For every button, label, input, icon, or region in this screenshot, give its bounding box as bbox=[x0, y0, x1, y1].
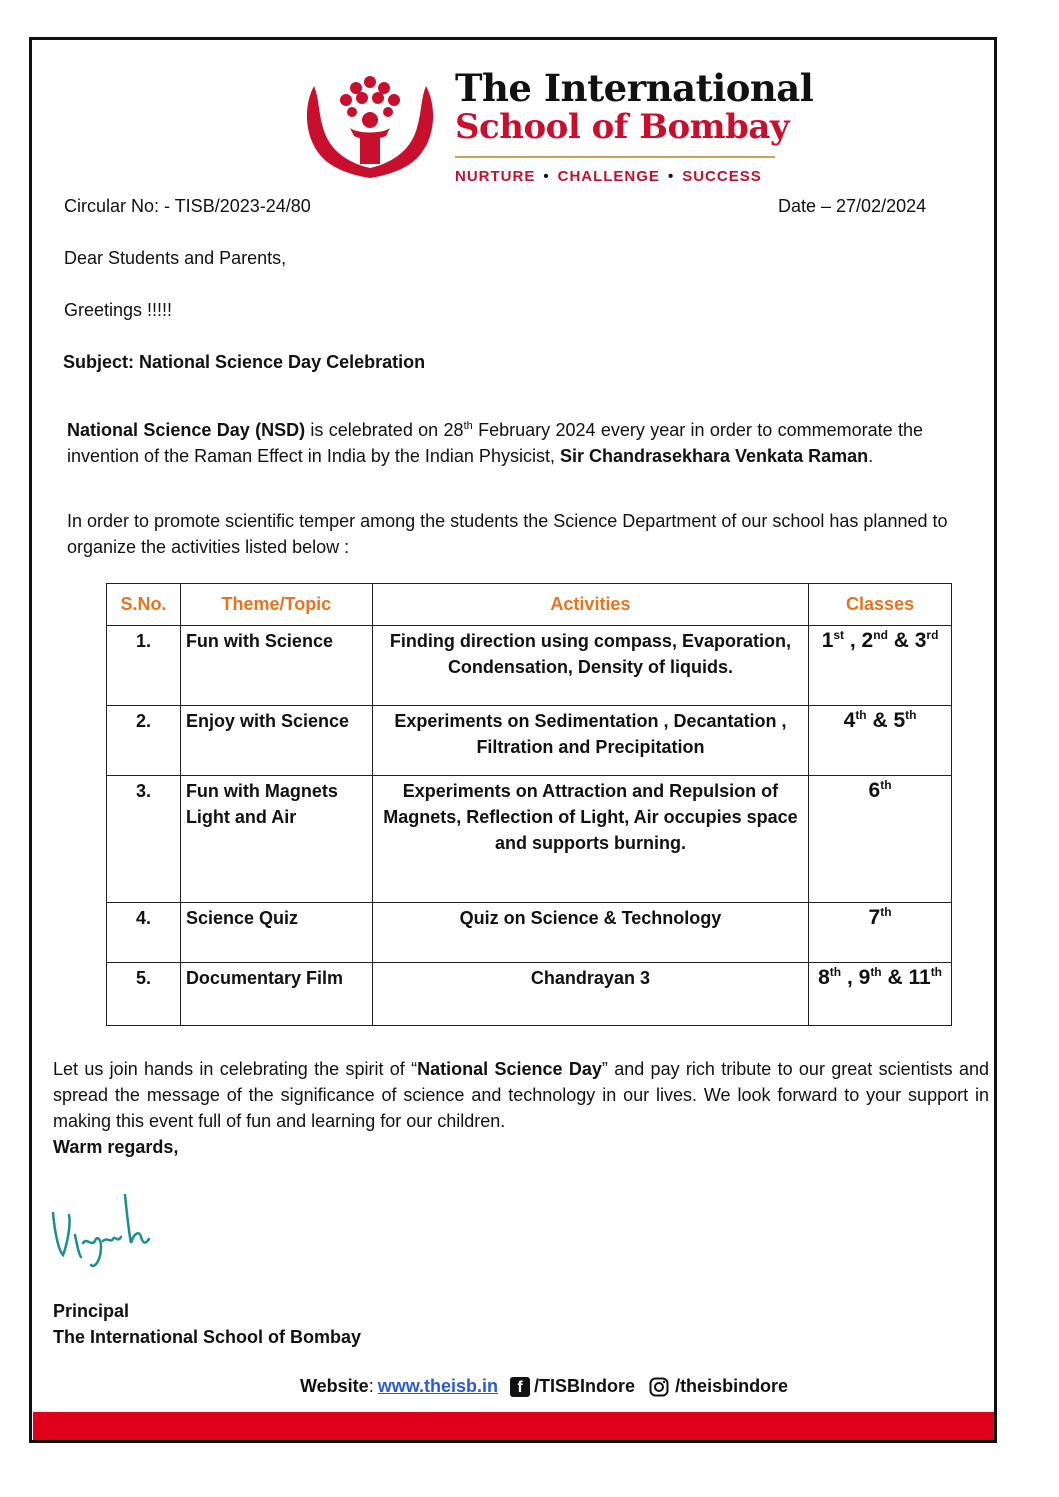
cell-classes: 1st , 2nd & 3rd bbox=[809, 626, 952, 706]
subject-line: Subject: National Science Day Celebration bbox=[63, 352, 426, 372]
website-link[interactable]: www.theisb.in bbox=[377, 1376, 499, 1396]
cell-sno: 1. bbox=[107, 626, 181, 706]
cell-theme: Documentary Film bbox=[180, 963, 372, 1026]
activities-table bbox=[106, 583, 952, 1026]
circular-number: Circular No: - TISB/2023-24/80 bbox=[64, 196, 311, 216]
cell-sno: 3. bbox=[107, 776, 181, 903]
cell-activity: Finding direction using compass, Evaporation, Condensation, Density of liquids. bbox=[372, 626, 808, 706]
school-name bbox=[455, 66, 814, 147]
cell-sno: 2. bbox=[107, 706, 181, 776]
cell-activity: Chandrayan 3 bbox=[372, 963, 808, 1026]
header-theme: Theme/Topic bbox=[180, 584, 372, 626]
header-classes: Classes bbox=[809, 584, 952, 626]
signatory-title: Principal bbox=[53, 1301, 130, 1321]
website-label: Website bbox=[300, 1376, 369, 1396]
motto: NURTURE • CHALLENGE • SUCCESS bbox=[455, 168, 762, 185]
cell-activity: Experiments on Sedimentation , Decantation , Filtration and Precipitation bbox=[372, 706, 808, 776]
table-row bbox=[107, 963, 952, 1026]
instagram-icon bbox=[649, 1377, 669, 1397]
cell-theme: Science Quiz bbox=[180, 903, 372, 963]
table-row bbox=[107, 776, 952, 903]
cell-theme: Fun with Science bbox=[180, 626, 372, 706]
cell-sno: 5. bbox=[107, 963, 181, 1026]
cell-theme: Enjoy with Science bbox=[180, 706, 372, 776]
instagram-handle[interactable]: /theisbindore bbox=[675, 1376, 789, 1396]
school-logo bbox=[300, 68, 440, 180]
school-name-line1: The International bbox=[455, 66, 814, 110]
facebook-icon: f bbox=[510, 1377, 530, 1397]
cell-activity: Experiments on Attraction and Repulsion of Magnets, Reflection of Light, Air occupies space and supports burning. bbox=[372, 776, 808, 903]
motto-nurture: NURTURE bbox=[455, 168, 536, 185]
cell-theme: Fun with Magnets Light and Air bbox=[180, 776, 372, 903]
greeting: Greetings !!!!! bbox=[64, 300, 173, 320]
circular-date: Date – 27/02/2024 bbox=[778, 196, 927, 216]
sign-off: Warm regards, bbox=[53, 1137, 179, 1157]
school-name-line2: School of Bombay bbox=[455, 107, 790, 147]
table-row bbox=[107, 903, 952, 963]
salutation: Dear Students and Parents, bbox=[64, 248, 287, 268]
nsd-emphasis: National Science Day bbox=[417, 1059, 602, 1079]
activities-intro: In order to promote scientific temper among the students the Science Department of our school has planned to organize the activities listed below : bbox=[67, 511, 948, 557]
principal-signature bbox=[45, 1185, 165, 1275]
header-sno: S.No. bbox=[107, 584, 181, 626]
table-row bbox=[107, 626, 952, 706]
cell-classes: 7th bbox=[809, 903, 952, 963]
footer-contact: Website : www.theisb.in f /TISBIndore /theisbindore bbox=[300, 1376, 789, 1396]
cell-activity: Quiz on Science & Technology bbox=[372, 903, 808, 963]
footer-bar bbox=[33, 1412, 994, 1440]
cell-classes: 8th , 9th & 11th bbox=[809, 963, 952, 1026]
facebook-handle[interactable]: /TISBIndore bbox=[534, 1376, 636, 1396]
closing-paragraph: Let us join hands in celebrating the spirit of “National Science Day” and pay rich tribute to our great scientists and spread the message of the significance of science and technology in our lives. We look forward to your support in making this event full of fun and learning for our children. bbox=[53, 1059, 989, 1131]
signatory-school: The International School of Bombay bbox=[53, 1327, 362, 1347]
table-header-row bbox=[107, 584, 952, 626]
nsd-term: National Science Day (NSD) bbox=[67, 420, 306, 440]
table-row bbox=[107, 706, 952, 776]
cv-raman-name: Sir Chandrasekhara Venkata Raman bbox=[559, 446, 869, 466]
cell-classes: 6th bbox=[809, 776, 952, 903]
cell-classes: 4th & 5th bbox=[809, 706, 952, 776]
header-rule bbox=[455, 156, 775, 158]
intro-paragraph: National Science Day (NSD) is celebrated on 28th February 2024 every year in order to commemorate the invention of the Raman Effect in India by the Indian Physicist, Sir Chandrasekhara Venkata Raman. bbox=[67, 420, 923, 466]
header-activities: Activities bbox=[372, 584, 808, 626]
cell-sno: 4. bbox=[107, 903, 181, 963]
motto-challenge: CHALLENGE bbox=[557, 168, 660, 185]
motto-success: SUCCESS bbox=[682, 168, 762, 185]
